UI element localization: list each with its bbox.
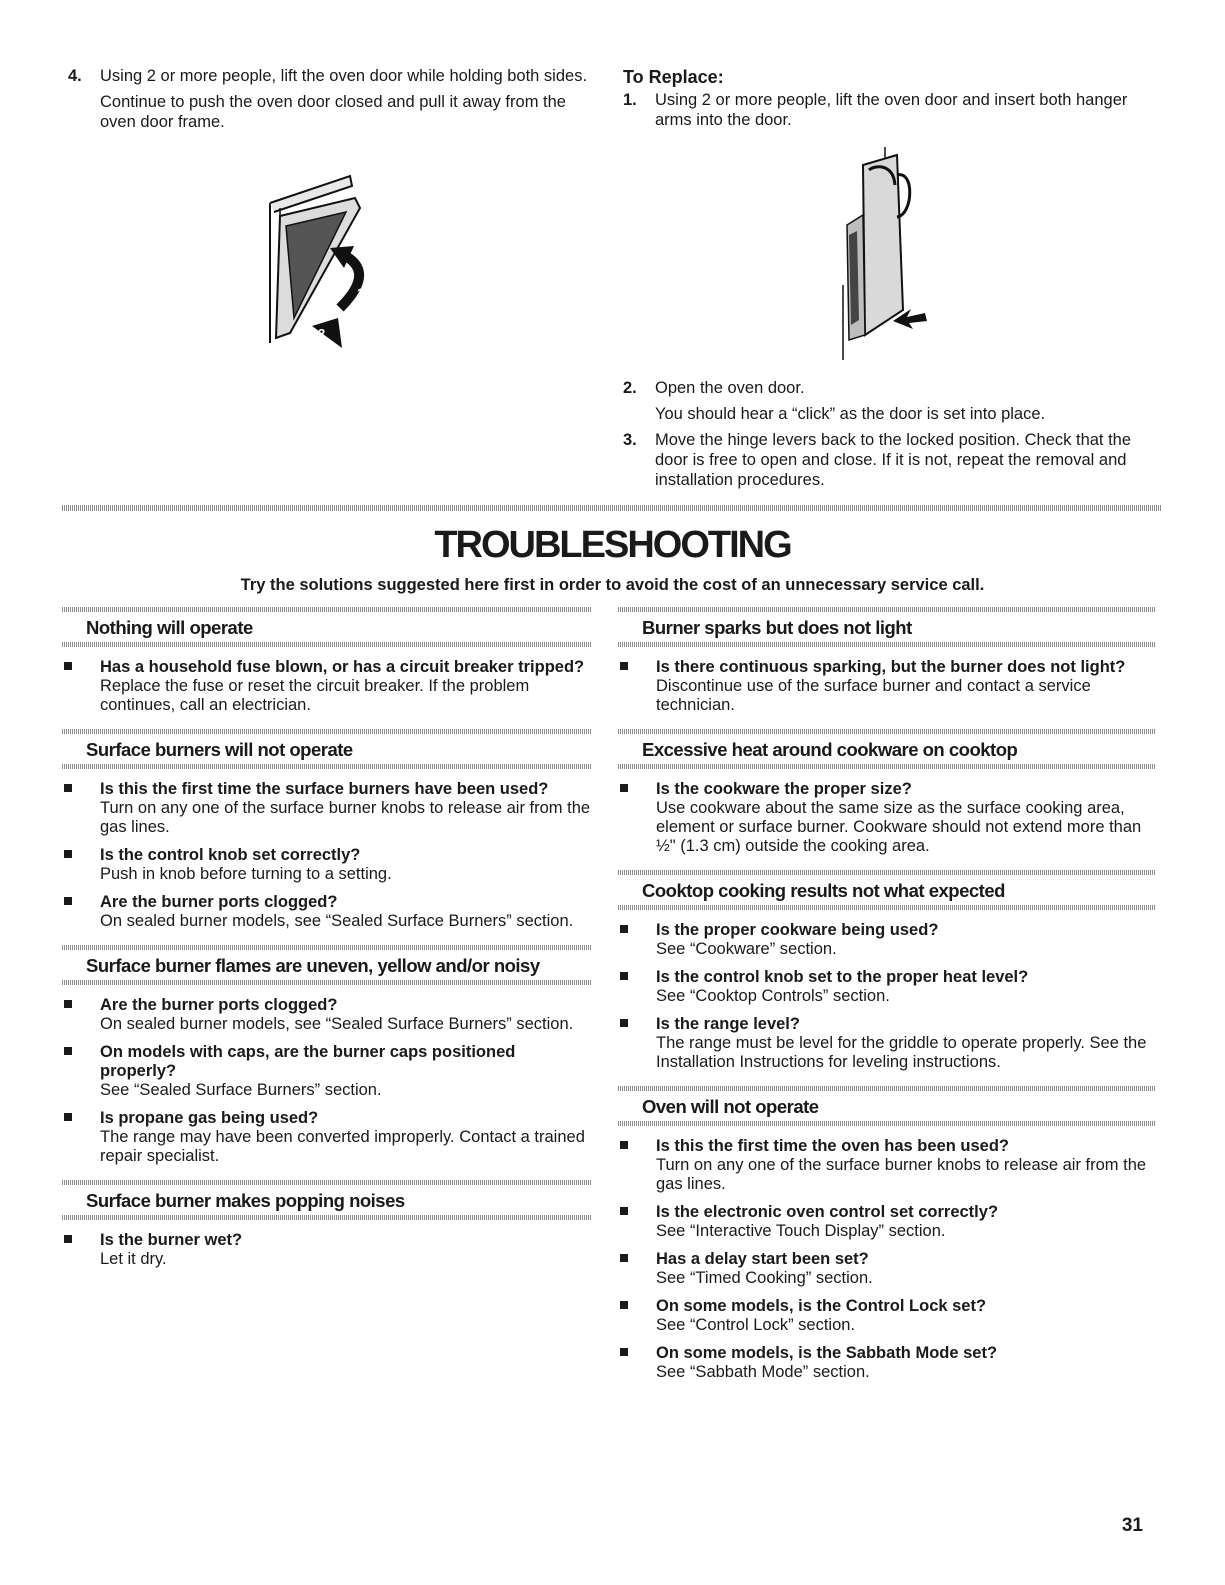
question-text: Is the control knob set to the proper heat level? — [656, 968, 1029, 986]
bullet-icon — [618, 1203, 656, 1241]
section-header — [62, 1178, 592, 1222]
bullet-icon — [618, 1137, 656, 1194]
bullet-icon — [618, 921, 656, 959]
answer-text: Push in knob before turning to a setting. — [100, 865, 392, 883]
step-note: You should hear a “click” as the door is set into place. — [655, 405, 1046, 423]
arrow-label-1: 1 — [357, 285, 365, 301]
question-text: On some models, is the Sabbath Mode set? — [656, 1344, 998, 1362]
step-number: 1. — [623, 91, 637, 109]
section-title: Surface burner flames are uneven, yellow and/or noisy — [86, 955, 540, 976]
answer-text: The range may have been converted improperly. Contact a trained repair specialist. — [100, 1128, 585, 1165]
question-text: Is the proper cookware being used? — [656, 921, 939, 939]
bullet-icon — [618, 968, 656, 1006]
bullet-icon — [618, 1250, 656, 1288]
section-header — [618, 1084, 1155, 1128]
question-text: Is this the first time the oven has been used? — [656, 1137, 1009, 1155]
replace-steps-continued — [623, 378, 1158, 496]
answer-text: Replace the fuse or reset the circuit breaker. If the problem continues, call an electrician. — [100, 677, 530, 714]
answer-text: Turn on any one of the surface burner knobs to release air from the gas lines. — [100, 799, 591, 836]
troubleshooting-right-column — [618, 605, 1155, 1394]
question-item — [62, 996, 592, 1034]
removal-step-4 — [68, 66, 593, 132]
question-item — [62, 1109, 592, 1166]
answer-text: On sealed burner models, see “Sealed Surface Burners” section. — [100, 912, 574, 930]
replace-heading: To Replace: — [623, 67, 724, 87]
step-text: Using 2 or more people, lift the oven door and insert both hanger arms into the door. — [655, 91, 1128, 129]
section-header — [62, 727, 592, 771]
intro-text: Try the solutions suggested here first in order to avoid the cost of an unnecessary service call. — [240, 576, 985, 594]
answer-text: See “Interactive Touch Display” section. — [656, 1222, 946, 1240]
question-item — [62, 1231, 592, 1269]
answer-text: See “Timed Cooking” section. — [656, 1269, 873, 1287]
section-rule-bottom — [62, 980, 592, 985]
question-text: Are the burner ports clogged? — [100, 893, 338, 911]
question-text: Is the cookware the proper size? — [656, 780, 912, 798]
question-text: Is this the first time the surface burners have been used? — [100, 780, 549, 798]
section-header — [62, 943, 592, 987]
question-text: Has a household fuse blown, or has a circuit breaker tripped? — [100, 658, 585, 676]
question-item — [62, 780, 592, 837]
section-title: Nothing will operate — [86, 617, 253, 638]
section-header — [618, 605, 1155, 649]
troubleshooting-section — [62, 727, 592, 931]
section-rule-bottom — [62, 642, 592, 647]
question-item — [618, 921, 1155, 959]
question-item — [62, 1043, 592, 1100]
question-item — [62, 658, 592, 715]
question-text: Is the range level? — [656, 1015, 800, 1033]
bullet-icon — [62, 996, 100, 1034]
question-text: On some models, is the Control Lock set? — [656, 1297, 987, 1315]
troubleshooting-left-column — [62, 605, 592, 1281]
replace-steps — [623, 66, 1158, 136]
section-rule-bottom — [618, 905, 1155, 910]
troubleshooting-section — [618, 605, 1155, 715]
answer-text: On sealed burner models, see “Sealed Surface Burners” section. — [100, 1015, 574, 1033]
bullet-icon — [618, 1297, 656, 1335]
bullet-icon — [62, 1231, 100, 1269]
section-rule-bottom — [618, 1121, 1155, 1126]
question-item — [618, 658, 1155, 715]
section-header — [62, 605, 592, 649]
replace-step-2 — [623, 378, 1158, 424]
oven-door-removal-illustration — [250, 168, 380, 358]
section-title: Burner sparks but does not light — [642, 617, 912, 638]
section-title: Oven will not operate — [642, 1096, 819, 1117]
bullet-icon — [62, 658, 100, 715]
step-text: Open the oven door. — [655, 379, 805, 397]
section-divider — [62, 505, 1162, 511]
answer-text: Turn on any one of the surface burner knobs to release air from the gas lines. — [656, 1156, 1147, 1193]
question-text: Is the burner wet? — [100, 1231, 243, 1249]
answer-text: See “Sabbath Mode” section. — [656, 1363, 870, 1381]
answer-text: See “Cooktop Controls” section. — [656, 987, 890, 1005]
section-title: Excessive heat around cookware on cooktop — [642, 739, 1018, 760]
question-item — [618, 1297, 1155, 1335]
troubleshooting-section — [618, 868, 1155, 1072]
arrow-label-2: 2 — [318, 326, 326, 341]
question-item — [618, 1250, 1155, 1288]
bullet-icon — [62, 893, 100, 931]
troubleshooting-section — [62, 943, 592, 1166]
removal-steps — [68, 66, 593, 138]
question-item — [618, 1137, 1155, 1194]
section-title: Surface burners will not operate — [86, 739, 353, 760]
bullet-icon — [618, 780, 656, 856]
section-rule-bottom — [62, 764, 592, 769]
question-text: Are the burner ports clogged? — [100, 996, 338, 1014]
answer-text: Let it dry. — [100, 1250, 167, 1268]
question-item — [62, 846, 592, 884]
bullet-icon — [62, 846, 100, 884]
troubleshooting-section — [62, 605, 592, 715]
answer-text: Discontinue use of the surface burner and contact a service technician. — [656, 677, 1091, 714]
question-text: Is there continuous sparking, but the burner does not light? — [656, 658, 1126, 676]
section-header — [618, 868, 1155, 912]
replace-step-1 — [623, 90, 1158, 130]
bullet-icon — [62, 1043, 100, 1100]
step-number: 3. — [623, 431, 637, 449]
question-text: Is propane gas being used? — [100, 1109, 319, 1127]
troubleshooting-section — [618, 1084, 1155, 1382]
section-title: Cooktop cooking results not what expected — [642, 880, 1005, 901]
question-text: Is the electronic oven control set correctly? — [656, 1203, 999, 1221]
bullet-icon — [62, 1109, 100, 1166]
answer-text: See “Sealed Surface Burners” section. — [100, 1081, 382, 1099]
bullet-icon — [618, 1344, 656, 1382]
answer-text: The range must be level for the griddle to operate properly. See the Installation Instructions for leveling instructions. — [656, 1034, 1147, 1071]
page-title: TROUBLESHOOTING — [434, 524, 791, 566]
bullet-icon — [62, 780, 100, 837]
question-text: Has a delay start been set? — [656, 1250, 869, 1268]
troubleshooting-section — [62, 1178, 592, 1269]
step-note: Continue to push the oven door closed and pull it away from the oven door frame. — [100, 93, 566, 131]
question-item — [618, 968, 1155, 1006]
answer-text: See “Control Lock” section. — [656, 1316, 856, 1334]
section-rule-bottom — [62, 1215, 592, 1220]
question-text: On models with caps, are the burner caps positioned properly? — [100, 1043, 516, 1080]
question-item — [618, 1344, 1155, 1382]
question-item — [618, 1015, 1155, 1072]
bullet-icon — [618, 1015, 656, 1072]
step-text: Using 2 or more people, lift the oven door while holding both sides. — [100, 67, 588, 85]
section-title: Surface burner makes popping noises — [86, 1190, 405, 1211]
page-number: 31 — [1121, 1515, 1143, 1536]
question-item — [62, 893, 592, 931]
section-rule-bottom — [618, 642, 1155, 647]
replace-step-3 — [623, 430, 1158, 490]
troubleshooting-section — [618, 727, 1155, 856]
question-text: Is the control knob set correctly? — [100, 846, 361, 864]
section-header — [618, 727, 1155, 771]
step-text: Move the hinge levers back to the locked position. Check that the door is free to open and close. If it is not, repeat the removal and installation procedures. — [655, 431, 1132, 489]
step-number: 4. — [68, 67, 82, 85]
question-item — [618, 780, 1155, 856]
question-item — [618, 1203, 1155, 1241]
step-number: 2. — [623, 379, 637, 397]
bullet-icon — [618, 658, 656, 715]
answer-text: Use cookware about the same size as the surface cooking area, element or surface burner. Cookware should not extend more than ½" (1.3 cm) outside the cooking area. — [656, 799, 1142, 855]
section-rule-bottom — [618, 764, 1155, 769]
oven-door-replace-illustration — [835, 145, 935, 365]
answer-text: See “Cookware” section. — [656, 940, 837, 958]
